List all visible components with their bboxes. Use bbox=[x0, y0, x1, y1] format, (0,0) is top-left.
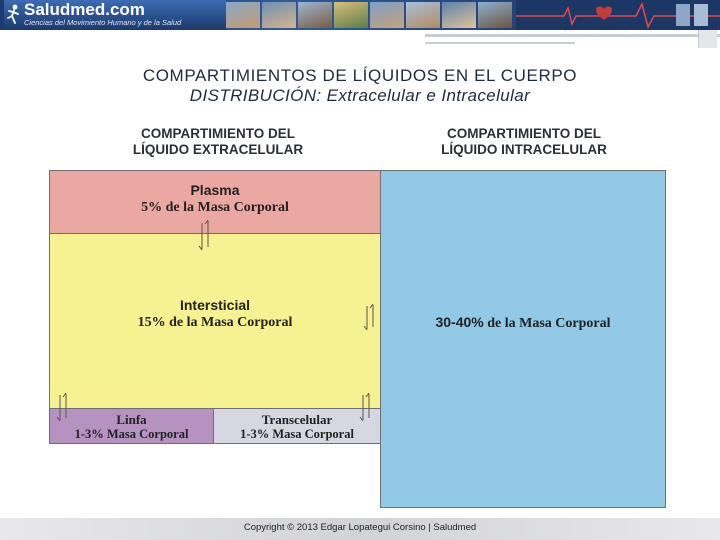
interstitial-label: Intersticial bbox=[179, 297, 251, 313]
site-tagline: Ciencias del Movimiento Humano y de la Salud bbox=[24, 18, 182, 27]
decorative-rule bbox=[425, 34, 720, 37]
intracellular-share bbox=[381, 314, 665, 332]
exchange-arrow-icon bbox=[359, 392, 373, 422]
exchange-arrow-icon bbox=[363, 303, 377, 331]
intracellular-header-line1: COMPARTIMIENTO DEL bbox=[447, 126, 601, 141]
plasma-share: 5% de la Masa Corporal bbox=[141, 200, 289, 215]
site-banner bbox=[0, 0, 720, 30]
lymph-compartment bbox=[49, 408, 214, 444]
intracellular-header bbox=[410, 126, 638, 158]
runner-icon bbox=[7, 4, 20, 24]
interstitial-compartment bbox=[49, 233, 381, 409]
lymph-share: 1-3% Masa Corporal bbox=[74, 427, 189, 441]
banner-photo bbox=[406, 2, 440, 28]
extracellular-header-line1: COMPARTIMIENTO DEL bbox=[141, 126, 295, 141]
copyright-text: Copyright © 2013 Edgar Lopategui Corsino | Saludmed bbox=[243, 522, 477, 533]
ecg-heart-graphic bbox=[516, 0, 720, 30]
slide-title: COMPARTIMIENTOS DE LÍQUIDOS EN EL CUERPO bbox=[142, 66, 578, 85]
footer-bar bbox=[0, 518, 720, 540]
banner-photo bbox=[298, 2, 332, 28]
decorative-box bbox=[698, 30, 717, 48]
extracellular-header-line2: LÍQUIDO EXTRACELULAR bbox=[132, 142, 304, 157]
banner-photo bbox=[370, 2, 404, 28]
transcellular-compartment bbox=[213, 408, 381, 444]
exchange-arrow-icon bbox=[198, 219, 212, 251]
transcellular-share: 1-3% Masa Corporal bbox=[240, 427, 354, 441]
intracellular-compartment bbox=[380, 170, 666, 508]
decorative-rule bbox=[425, 42, 575, 44]
plasma-compartment bbox=[49, 170, 381, 234]
site-logo[interactable] bbox=[4, 0, 226, 30]
banner-photo bbox=[262, 2, 296, 28]
intracellular-header-line2: LÍQUIDO INTRACELULAR bbox=[441, 142, 607, 157]
banner-photo bbox=[226, 2, 260, 28]
intracellular-range: 30-40% bbox=[435, 314, 484, 330]
slide-subtitle: DISTRIBUCIÓN: Extracelular e Intracelular bbox=[189, 86, 531, 105]
intracellular-share-text: de la Masa Corporal bbox=[483, 316, 611, 331]
banner-photo bbox=[442, 2, 476, 28]
extracellular-header bbox=[80, 126, 356, 158]
plasma-label: Plasma bbox=[190, 182, 240, 198]
site-name: Saludmed.com bbox=[24, 0, 145, 19]
interstitial-share: 15% de la Masa Corporal bbox=[137, 315, 293, 330]
transcellular-label: Transcelular bbox=[261, 412, 333, 427]
banner-photo bbox=[478, 2, 512, 28]
banner-photo-strip bbox=[226, 2, 516, 28]
lymph-label: Linfa bbox=[116, 412, 147, 427]
banner-photo bbox=[334, 2, 368, 28]
exchange-arrow-icon bbox=[56, 392, 70, 422]
